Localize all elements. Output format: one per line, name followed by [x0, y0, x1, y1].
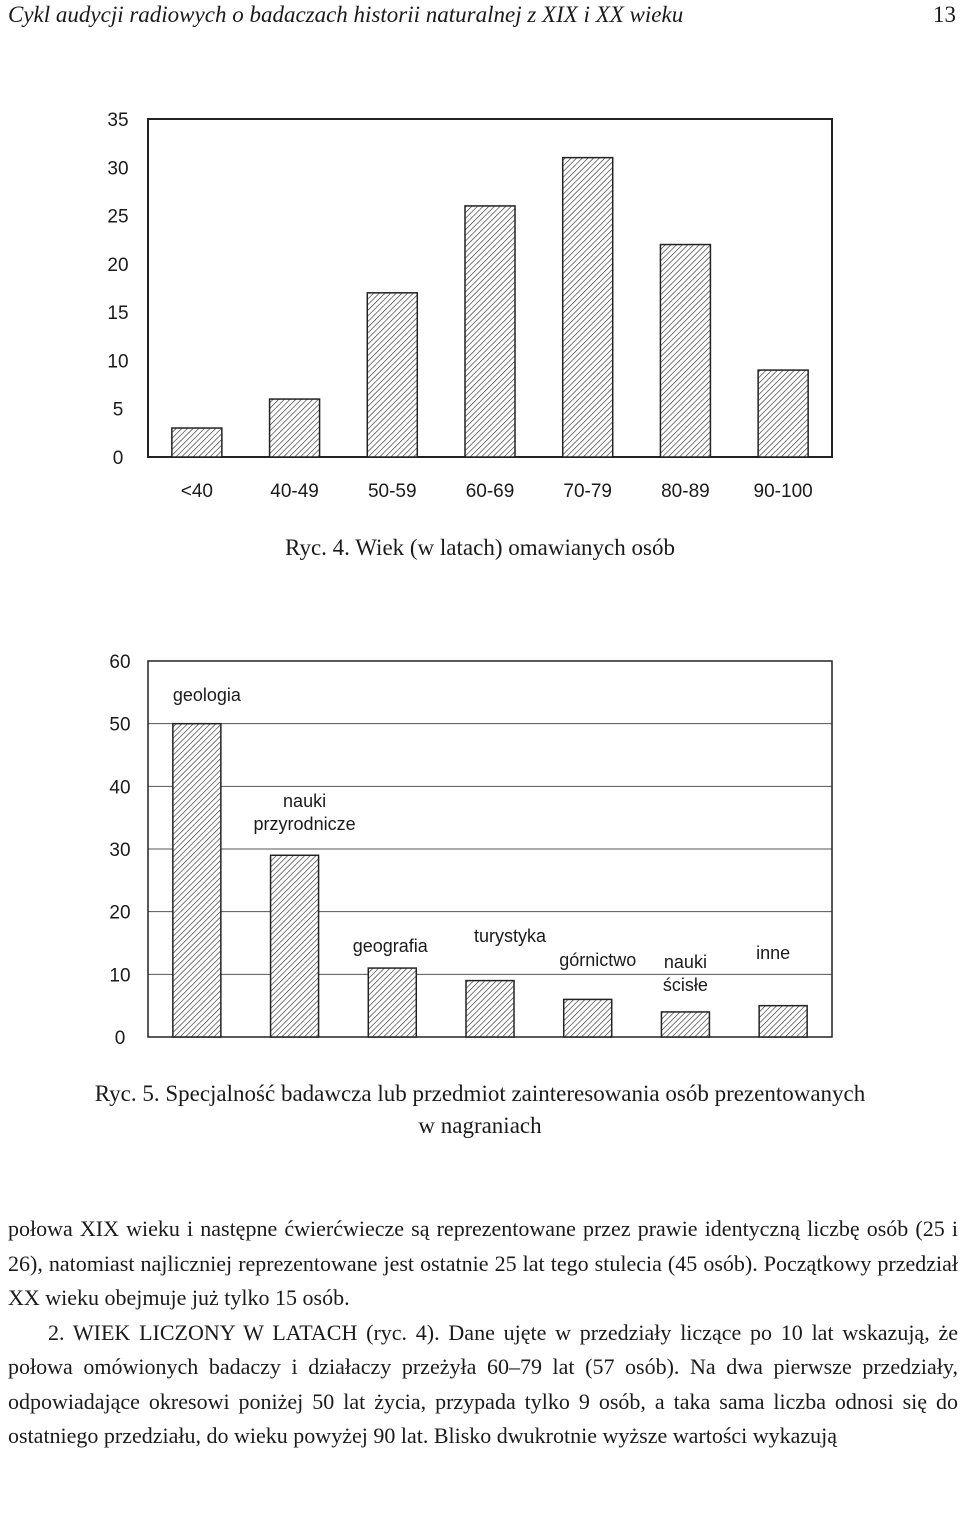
page-number: 13: [933, 2, 956, 27]
y-tick-label: 10: [107, 351, 129, 373]
x-tick-label: 70-79: [563, 481, 613, 502]
running-head-title: Cykl audycji radiowych o badaczach historii naturalnej z XIX i XX wieku: [8, 2, 684, 27]
y-tick-label: 30: [107, 158, 129, 180]
y-tick-label: 30: [109, 840, 131, 861]
category-label: geologia: [172, 685, 241, 705]
bar: [660, 245, 710, 457]
bar: [465, 206, 515, 457]
x-tick-label: 40-49: [270, 481, 319, 502]
category-label: nauki przyrodnicze: [253, 791, 356, 834]
y-tick-label: 50: [109, 714, 131, 736]
x-tick-label: 80-89: [661, 481, 710, 502]
running-head: [8, 2, 958, 32]
y-tick-label: 40: [109, 777, 131, 799]
figure-4-caption: Ryc. 4. Wiek (w latach) omawianych osób: [285, 535, 675, 560]
y-tick-label: 20: [109, 902, 131, 924]
paragraph-1: połowa XIX wieku i następne ćwierćwiecze są reprezentowane przez prawie identyczną liczbę osób (25 i 26), natomiast najliczniej reprezentowane jest ostatnie 25 lat tego stulecia (45 osób). Początkowy przedział XX wieku obejmuje już tylko 15 osób.: [8, 1216, 958, 1310]
y-tick-label: 0: [114, 1028, 126, 1049]
bar: [172, 428, 222, 457]
category-label: turystyka: [473, 926, 547, 946]
y-tick-label: 25: [107, 206, 129, 228]
bar: [368, 968, 416, 1037]
bar: [564, 999, 612, 1037]
category-label: nauki ścisłe: [662, 952, 708, 995]
bar: [661, 1012, 709, 1037]
bar: [271, 855, 319, 1037]
category-label: inne: [756, 943, 791, 963]
y-tick-label: 0: [112, 448, 124, 469]
y-tick-label: 20: [107, 254, 129, 276]
bar: [173, 724, 221, 1037]
specialty-bar-chart: [0, 645, 960, 1065]
body-text: [8, 1212, 958, 1454]
figure-5-caption-line2: w nagraniach: [418, 1113, 542, 1138]
bar: [759, 1006, 807, 1037]
bar: [758, 370, 808, 457]
x-tick-label: 60-69: [465, 481, 515, 502]
y-tick-label: 60: [109, 652, 131, 673]
x-tick-label: 90-100: [753, 481, 813, 502]
bar: [270, 399, 320, 457]
x-tick-label: <40: [180, 481, 213, 502]
bar: [466, 981, 514, 1037]
x-tick-label: 50-59: [367, 481, 417, 502]
category-label: górnictwo: [559, 950, 637, 970]
y-tick-label: 5: [112, 399, 124, 421]
y-tick-label: 35: [107, 110, 129, 131]
figure-5-caption-line1: Ryc. 5. Specjalność badawcza lub przedmiot zainteresowania osób prezentowanych: [94, 1081, 866, 1106]
y-tick-label: 10: [109, 965, 131, 987]
bar: [563, 158, 613, 457]
bar: [367, 293, 417, 457]
y-tick-label: 15: [107, 303, 129, 325]
paragraph-2: 2. WIEK LICZONY W LATACH (ryc. 4). Dane ujęte w przedziały liczące po 10 lat wskazują, że połowa omówionych badaczy i działaczy przeżyła 60–79 lat (57 osób). Na dwa pierwsze przedziały, odpowiadające okresowi poniżej 50 lat życia, przypada tylko 9 osób, a taka sama liczba odnosi się do ostatniego przedziału, do wieku powyżej 90 lat. Blisko dwukrotnie wyższe wartości wykazują: [8, 1319, 958, 1448]
category-label: geografia: [352, 936, 428, 956]
